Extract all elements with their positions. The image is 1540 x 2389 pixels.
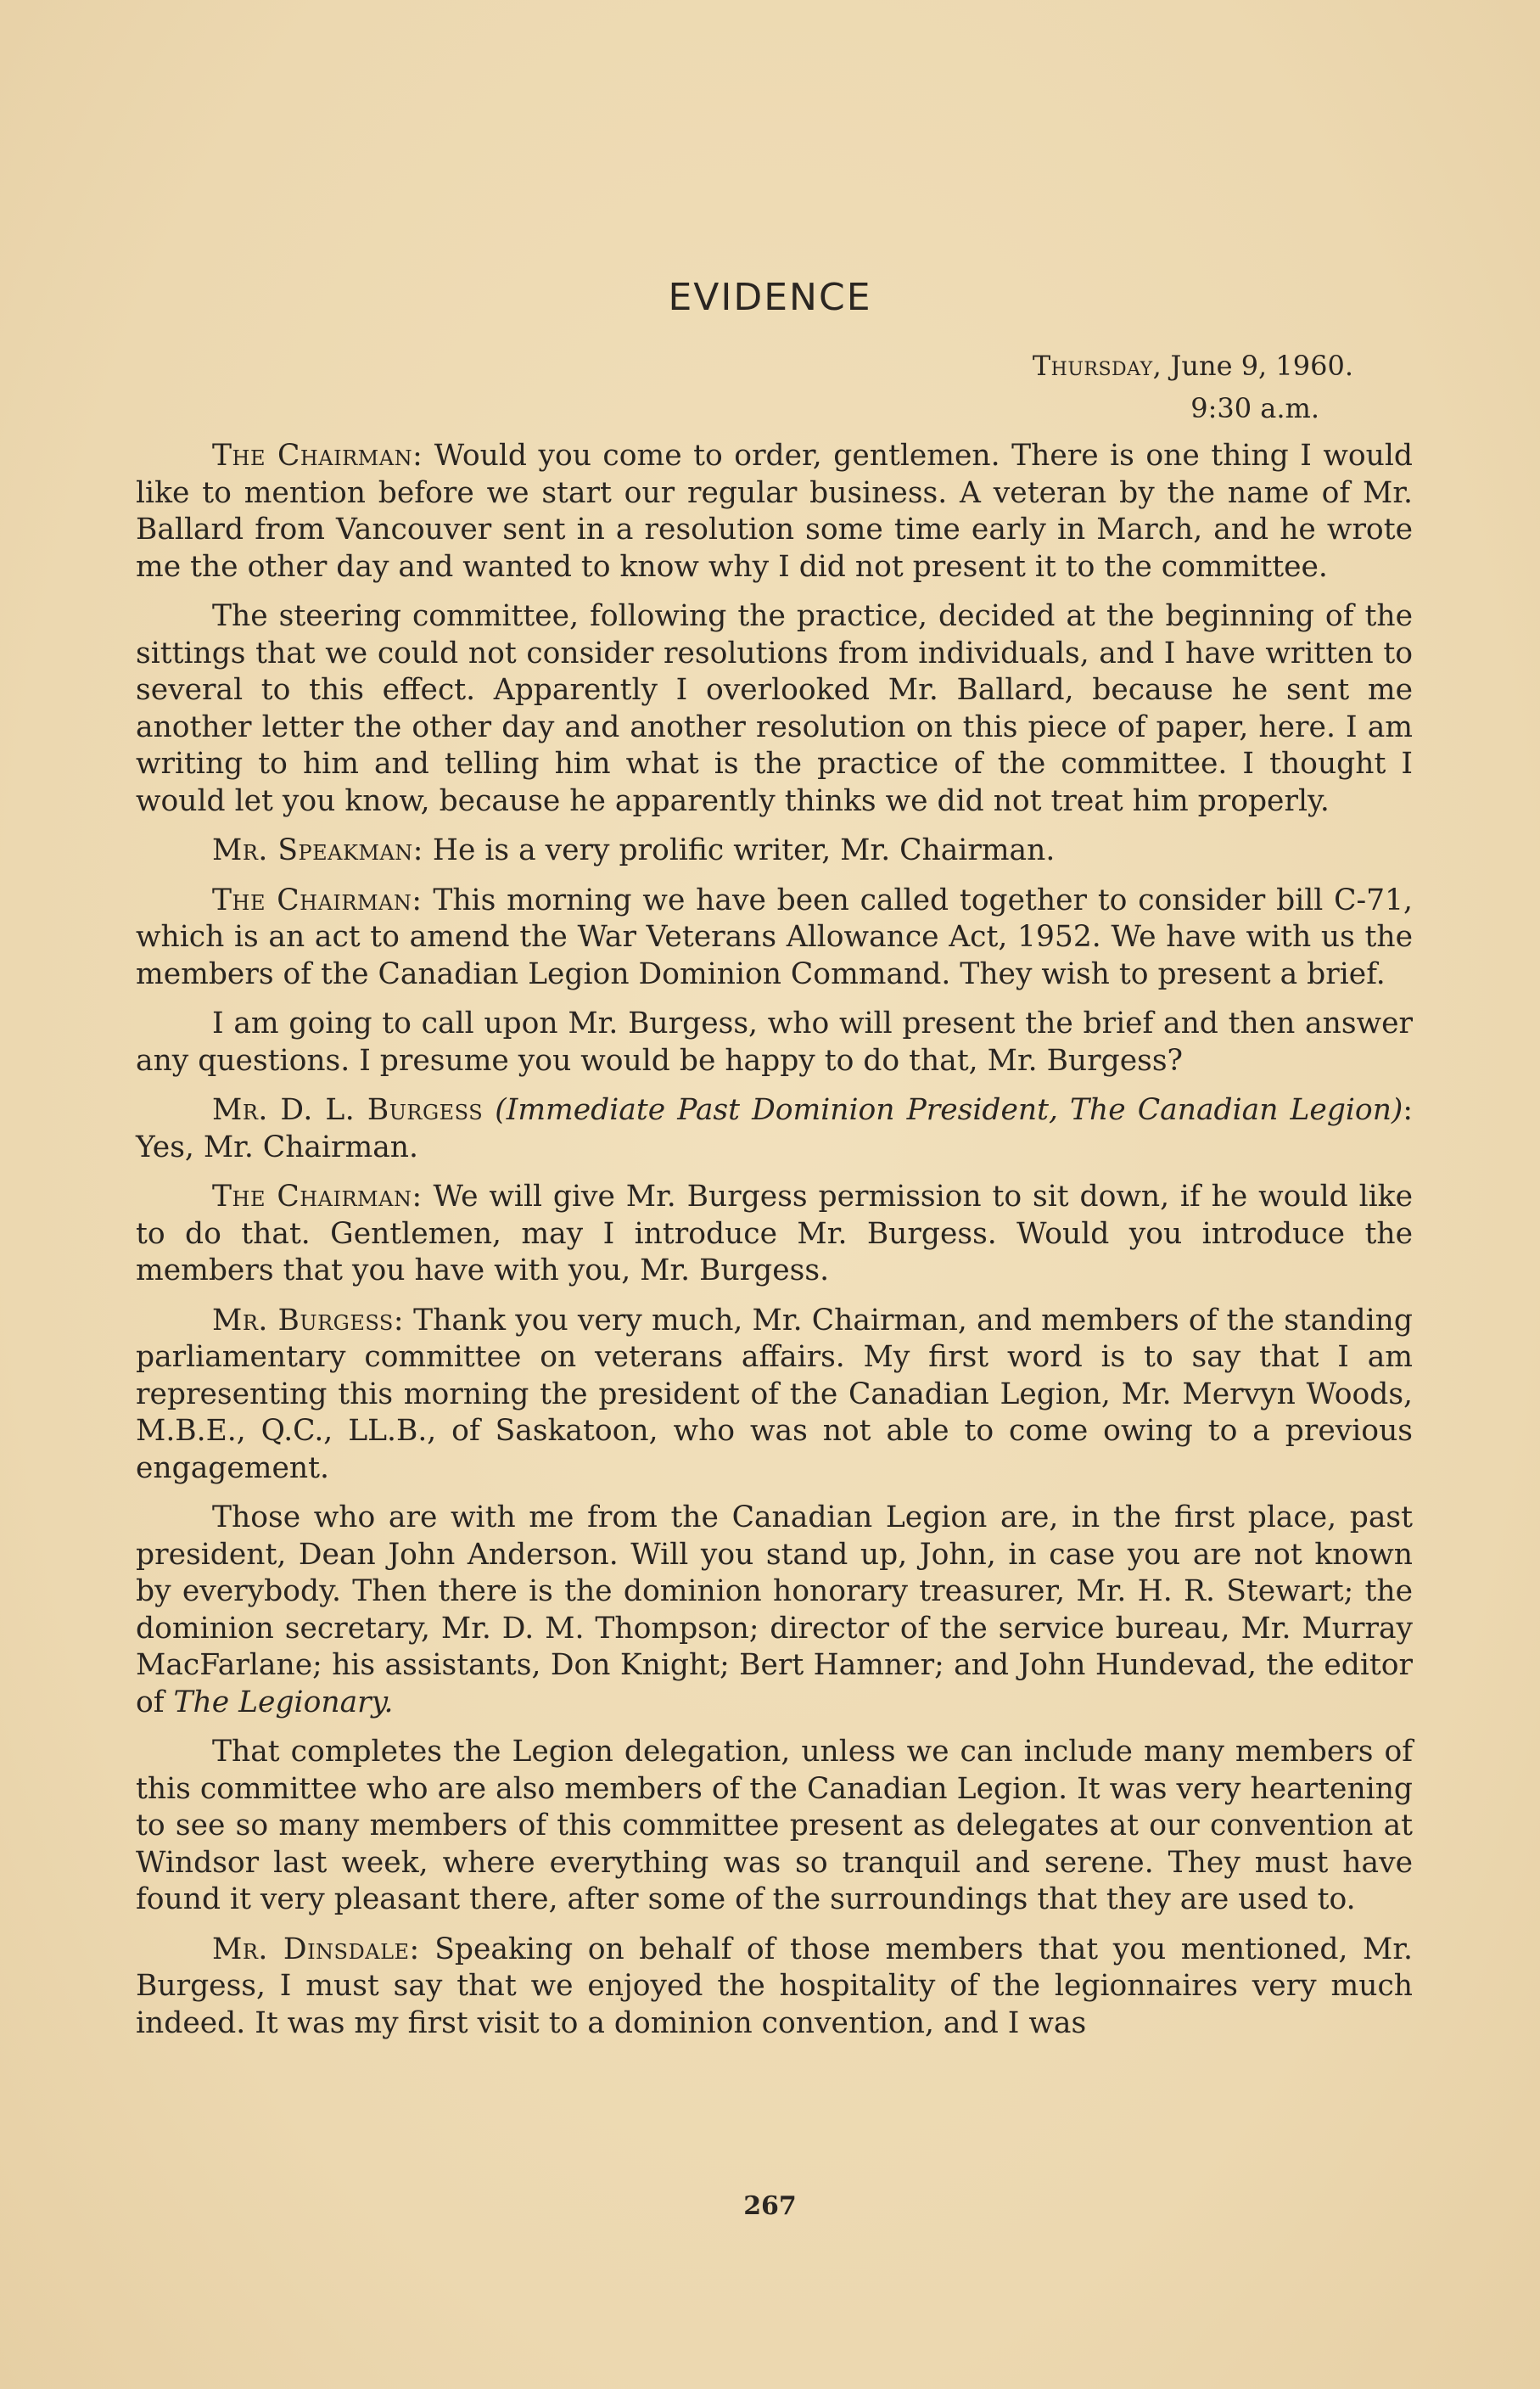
speaker-label: The Chairman:: [212, 439, 423, 473]
paragraph-text: We will give Mr. Burgess permission to sit down, if he would like to do that. Gentlemen, may I introduce Mr. Burgess. Would you introduce the members that you have with you, Mr. Burgess.: [136, 1180, 1414, 1287]
speaker-label: Mr. Burgess:: [212, 1303, 404, 1338]
paragraph-text: That completes the Legion delegation, unless we can include many members of this committee who are also members of the Canadian Legion. It was very heartening to see so many members of this committee present as delegates at our convention at Windsor last week, where everything was so tranquil and serene. They must have found it very pleasant there, after some of the surroundings that they are used to.: [136, 1735, 1413, 1916]
paragraph-text: Speaking on behalf of those members that you mentioned, Mr. Burgess, I must say that we enjoyed the hospitality of the legionnaires very much indeed. It was my first visit to a dominion convention, and I was: [136, 1932, 1413, 2040]
paragraph-3: [136, 833, 1413, 870]
paragraph-text: Would you come to order, gentlemen. There is one thing I would like to mention before we start our regular business. A veteran by the name of Mr. Ballard from Vancouver sent in a resolution some time early in March, and he wrote me the other day and wanted to know why I did not present it to the committee.: [136, 439, 1413, 584]
paragraph-text: Thank you very much, Mr. Chairman, and members of the standing parliamentary committee on veterans affairs. My first word is to say that I am representing this morning the president of the Canadian Legion, Mr. Mervyn Woods, M.B.E., Q.C., LL.B., of Saskatoon, who was not able to come owing to a previous engagement.: [136, 1303, 1413, 1485]
paragraph-1: [136, 438, 1413, 586]
publication-title: The Legionary.: [173, 1685, 394, 1719]
paragraph-text: Those who are with me from the Canadian Legion are, in the first place, past president, Dean John Anderson. Will you stand up, John, in case you are not known by everybody. Then there is the dominion honorary treasurer, Mr. H. R. Stewart; the dominion secretary, Mr. D. M. Thompson; director of the service bureau, Mr. Murray MacFarlane; his assistants, Don Knight; Bert Hamner; and John Hundevad, the editor of: [136, 1500, 1413, 1719]
speaker-label: The Chairman:: [212, 1180, 423, 1214]
paragraph-6: [136, 1092, 1413, 1166]
paragraph-10: [136, 1734, 1413, 1919]
paragraph-text: Yes, Mr. Chairman.: [136, 1130, 418, 1164]
paragraph-2: [136, 598, 1413, 820]
speaker-label: Mr. Dinsdale:: [212, 1932, 420, 1966]
paragraph-text: The steering committee, following the practice, decided at the beginning of the sittings that we could not consider resolutions from individuals, and I have written to several to this effect. Apparently I overlooked Mr. Ballard, because he sent me another letter the other day and another resolution on this piece of paper, here. I am writing to him and telling him what is the practice of the committee. I thought I would let you know, because he apparently thinks we did not treat him properly.: [136, 599, 1413, 818]
paragraph-8: [136, 1303, 1413, 1488]
speaker-title: (Immediate Past Dominion President, The Canadian Legion): [495, 1093, 1403, 1127]
transcript-body: [136, 438, 1413, 2055]
speaker-full-name: Mr. D. L. Burgess: [212, 1093, 484, 1127]
paragraph-9: [136, 1500, 1413, 1721]
paragraph-7: [136, 1179, 1413, 1290]
page-title: EVIDENCE: [668, 276, 872, 319]
paragraph-5: [136, 1006, 1413, 1080]
paragraph-11: [136, 1932, 1413, 2043]
paragraph-text: He is a very prolific writer, Mr. Chairman.: [432, 833, 1056, 867]
session-time: 9:30 a.m.: [1190, 392, 1319, 424]
session-date-text: June 9, 1960.: [1170, 350, 1353, 382]
paragraph-text: I am going to call upon Mr. Burgess, who will present the brief and then answer any questions. I presume you would be happy to do that, Mr. Burgess?: [136, 1007, 1413, 1078]
paragraph-4: [136, 883, 1413, 994]
session-date: [1033, 350, 1353, 382]
paragraph-text: This morning we have been called together to consider bill C-71, which is an act to amend the War Veterans Allowance Act, 1952. We have with us the members of the Canadian Legion Dominion Command. They wish to present a brief.: [136, 883, 1414, 991]
speaker-label: The Chairman:: [212, 883, 423, 917]
colon: :: [1403, 1093, 1414, 1127]
speaker-label: Mr. Speakman:: [212, 833, 423, 867]
page-number: 267: [743, 2191, 797, 2221]
session-day: Thursday,: [1032, 350, 1162, 382]
